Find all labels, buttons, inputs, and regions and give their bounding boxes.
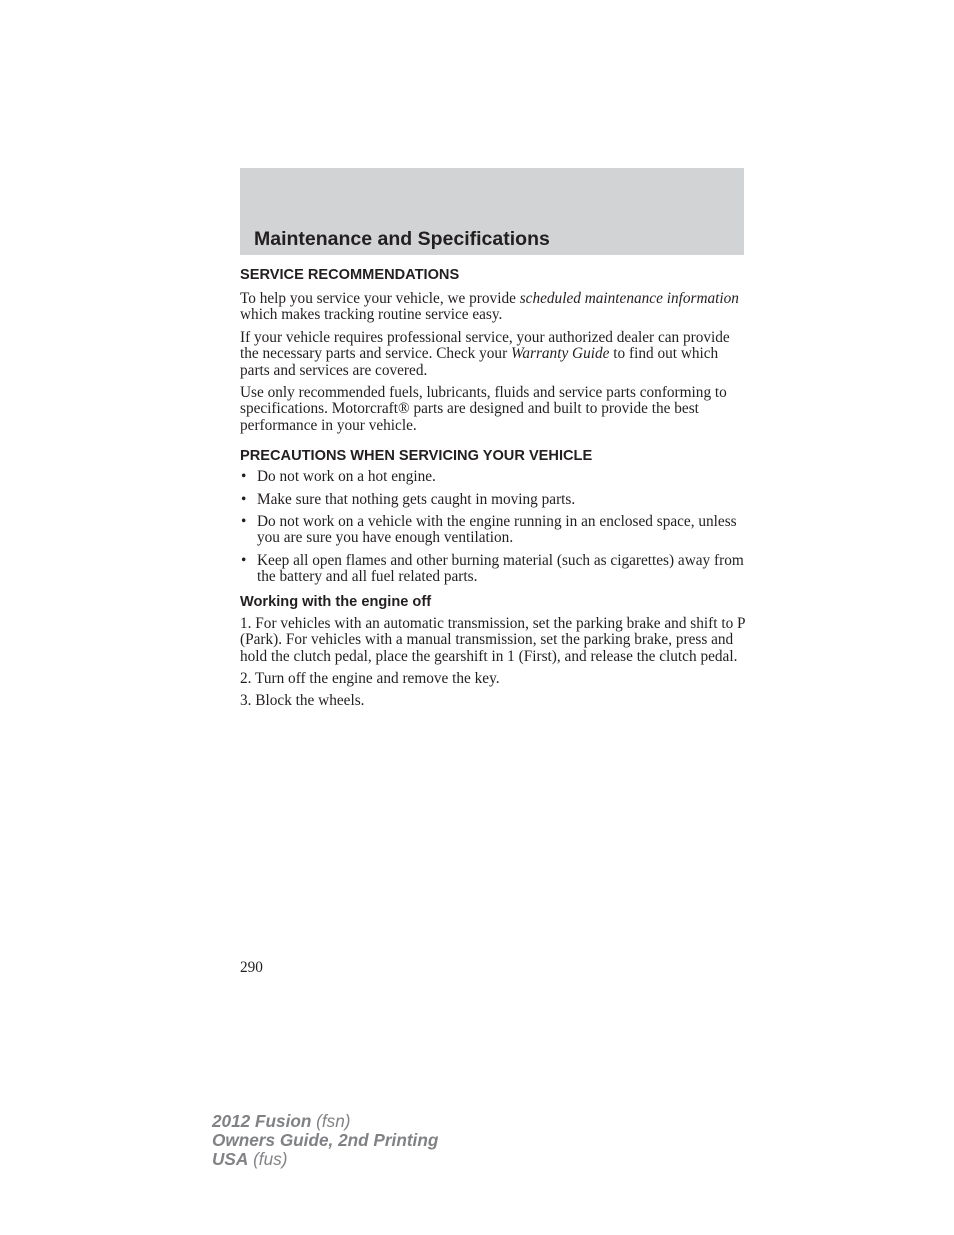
list-item-text: Do not work on a vehicle with the engine running in an enclosed space, unless you are sure you have enough ventilation. — [257, 513, 737, 547]
bullet-icon: • — [241, 513, 247, 531]
footer-model-code: (fsn) — [311, 1111, 351, 1131]
footer-market: USA — [212, 1149, 249, 1169]
service-paragraph-1 — [240, 291, 748, 324]
service-p2-text-a: If your vehicle requires professional service, your authorized dealer can provide the necessary parts and service. Check your — [240, 328, 730, 363]
bullet-icon: • — [241, 468, 247, 486]
precautions-heading: PRECAUTIONS WHEN SERVICING YOUR VEHICLE — [240, 448, 593, 465]
list-item — [240, 469, 748, 485]
section-title: Maintenance and Specifications — [254, 228, 550, 250]
list-item-text: Make sure that nothing gets caught in moving parts. — [257, 490, 576, 508]
engine-off-subheading: Working with the engine off — [240, 593, 432, 610]
document-footer — [212, 1112, 438, 1169]
precautions-list — [240, 469, 748, 585]
footer-line-3 — [212, 1150, 438, 1169]
service-p2-text-b: to find out which parts and services are covered. — [240, 345, 719, 379]
list-item-text: Keep all open flames and other burning material (such as cigarettes) away from the battery and all fuel related parts. — [257, 551, 744, 586]
service-recommendations-heading: SERVICE RECOMMENDATIONS — [240, 267, 460, 283]
list-item-text: Do not work on a hot engine. — [257, 468, 436, 486]
step-item: 1. For vehicles with an automatic transmission, set the parking brake and shift to P (Park). For vehicles with a manual transmission, set the parking brake, press and hold the clutch pedal, place the gearshift in 1 (First), and release the clutch pedal. — [240, 614, 745, 665]
bullet-icon: • — [241, 551, 247, 569]
list-item — [240, 553, 748, 586]
engine-off-steps — [240, 616, 748, 710]
list-item — [240, 514, 748, 547]
scheduled-maintenance-emphasis: scheduled maintenance information — [519, 290, 739, 307]
section-header-band — [240, 168, 744, 255]
step-item: 2. Turn off the engine and remove the key. — [240, 669, 500, 687]
footer-market-code: (fus) — [248, 1149, 288, 1169]
footer-guide-title: Owners Guide, 2nd Printing — [212, 1130, 439, 1150]
service-p1-text-b: which makes tracking routine service easy. — [240, 306, 503, 324]
service-p1-text-a: To help you service your vehicle, we provide — [240, 290, 520, 307]
bullet-icon: • — [241, 490, 247, 508]
warranty-guide-emphasis: Warranty Guide — [511, 345, 610, 363]
step-item: 3. Block the wheels. — [240, 692, 365, 710]
main-content — [240, 266, 748, 710]
footer-model: 2012 Fusion — [212, 1111, 312, 1131]
service-paragraph-3: Use only recommended fuels, lubricants, fluids and service parts conforming to specifications. Motorcraft® parts are designed and built to provide the best performance in your vehicle. — [240, 384, 727, 434]
footer-line-2 — [212, 1131, 438, 1150]
page-number: 290 — [240, 959, 263, 976]
list-item — [240, 492, 748, 508]
service-paragraph-2 — [240, 330, 748, 379]
footer-line-1 — [212, 1112, 438, 1131]
